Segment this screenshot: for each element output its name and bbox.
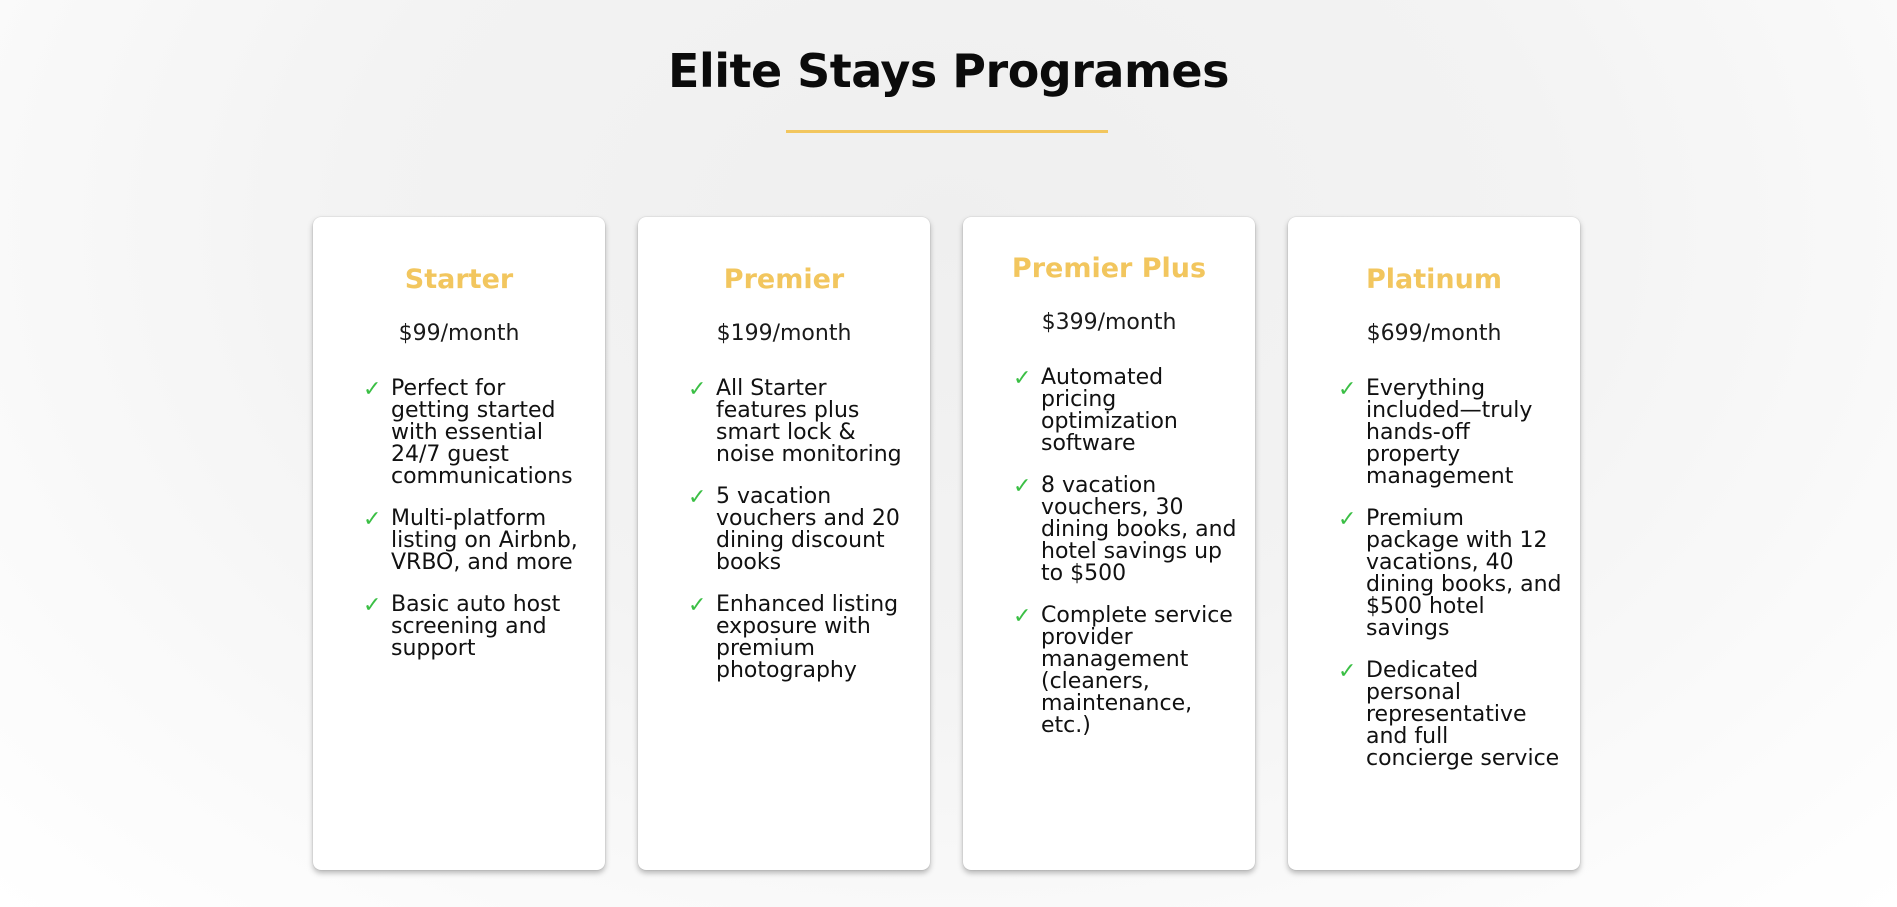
plan-card-premier (638, 217, 930, 870)
feature-item (1338, 660, 1562, 770)
page-title: Elite Stays Programes (668, 44, 1229, 98)
checkmark-icon: ✓ (1338, 507, 1357, 532)
feature-text: All Starter features plus smart lock & noise monitoring (716, 376, 902, 467)
feature-text: Complete service provider management (cleaners, maintenance, etc.) (1041, 603, 1233, 738)
feature-item (688, 594, 912, 682)
feature-text: Enhanced listing exposure with premium photography (716, 592, 899, 683)
feature-list (1013, 367, 1237, 757)
checkmark-icon: ✓ (688, 485, 707, 510)
checkmark-icon: ✓ (363, 377, 382, 402)
feature-text: Basic auto host screening and support (391, 592, 561, 661)
pricing-cards (313, 217, 1580, 870)
checkmark-icon: ✓ (363, 593, 382, 618)
feature-text: Automated pricing optimization software (1041, 365, 1178, 456)
checkmark-icon: ✓ (1338, 659, 1357, 684)
feature-item (1013, 475, 1237, 585)
feature-list (1338, 378, 1562, 790)
plan-name: Starter (404, 264, 514, 295)
plan-name: Premier (723, 264, 845, 295)
feature-item (688, 378, 912, 466)
plan-price: $99/month (398, 321, 520, 346)
plan-name: Platinum (1365, 264, 1502, 295)
checkmark-icon: ✓ (1338, 377, 1357, 402)
feature-text: Premium package with 12 vacations, 40 dining books, and $500 hotel savings (1366, 506, 1562, 641)
checkmark-icon: ✓ (1013, 474, 1032, 499)
feature-text: Everything included—truly hands-off property management (1366, 376, 1533, 489)
title-underline (786, 130, 1108, 133)
feature-item (688, 486, 912, 574)
feature-text: 5 vacation vouchers and 20 dining discount books (716, 484, 900, 575)
plan-name: Premier Plus (1011, 253, 1207, 284)
feature-text: Dedicated personal representative and full concierge service (1366, 658, 1560, 771)
checkmark-icon: ✓ (363, 507, 382, 532)
checkmark-icon: ✓ (1013, 604, 1032, 629)
feature-item (1338, 508, 1562, 640)
feature-text: 8 vacation vouchers, 30 dining books, and hotel savings up to $500 (1041, 473, 1237, 586)
plan-card-premier-plus (963, 217, 1255, 870)
feature-item (1013, 605, 1237, 737)
feature-item (1013, 367, 1237, 455)
feature-list (363, 378, 587, 680)
feature-text: Multi-platform listing on Airbnb, VRBO, and more (391, 506, 578, 575)
plan-price: $399/month (1041, 310, 1177, 335)
plan-card-starter (313, 217, 605, 870)
plan-card-platinum (1288, 217, 1580, 870)
plan-price: $199/month (716, 321, 852, 346)
feature-item (363, 508, 587, 574)
plan-price: $699/month (1366, 321, 1502, 346)
checkmark-icon: ✓ (688, 377, 707, 402)
feature-item (363, 378, 587, 488)
checkmark-icon: ✓ (1013, 366, 1032, 391)
feature-item (363, 594, 587, 660)
feature-item (1338, 378, 1562, 488)
feature-text: Perfect for getting started with essential 24/7 guest communications (391, 376, 573, 489)
checkmark-icon: ✓ (688, 593, 707, 618)
feature-list (688, 378, 912, 702)
